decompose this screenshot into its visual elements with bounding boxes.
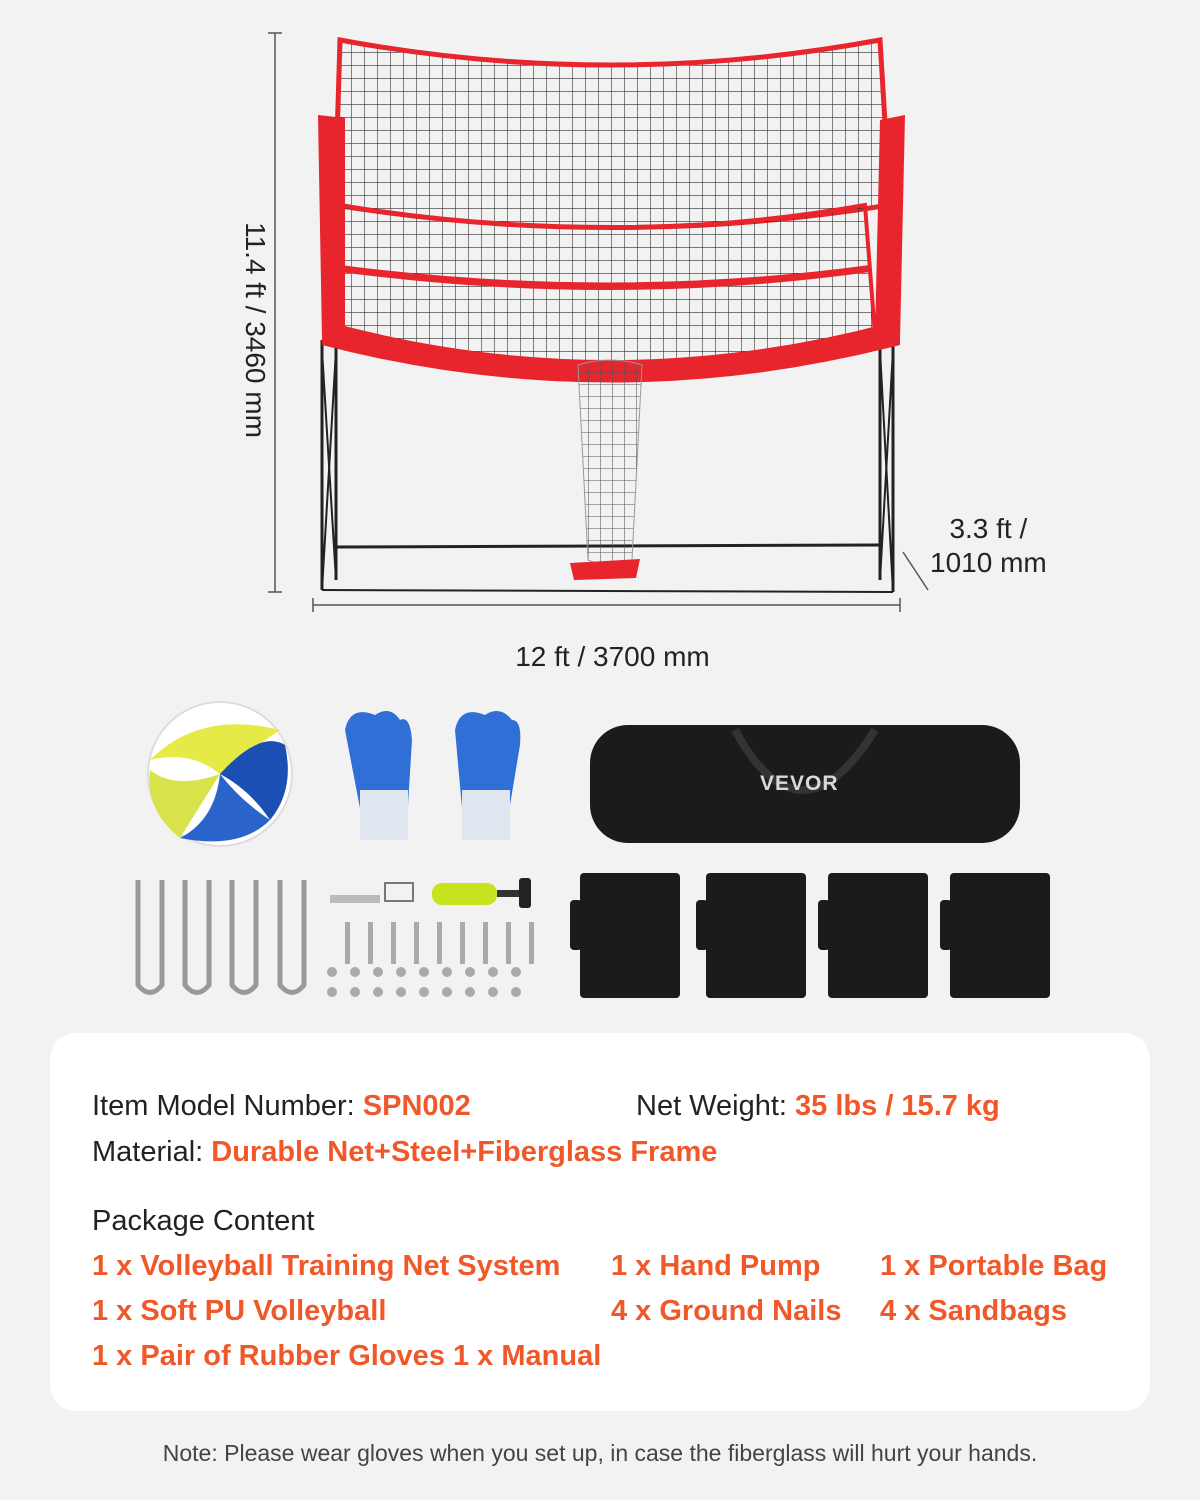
net-weight-value: 35 lbs / 15.7 kg (795, 1090, 1000, 1122)
net-illustration (0, 0, 1200, 700)
bag-logo: VEVOR (760, 772, 839, 795)
depth-label-line2: 1010 mm (930, 547, 1047, 578)
red-side-left (318, 115, 345, 340)
depth-label-line1: 3.3 ft / (949, 513, 1028, 544)
sandbags-image (570, 873, 1050, 998)
net-weight-row (636, 1090, 1000, 1123)
package-item: 1 x Portable Bag (880, 1250, 1108, 1282)
material-value: Durable Net+Steel+Fiberglass Frame (211, 1136, 718, 1168)
red-side-right (875, 115, 905, 340)
material-row (92, 1136, 717, 1169)
safety-note: Note: Please wear gloves when you set up, in case the fiberglass will hurt your hands. (162, 1440, 1038, 1466)
material-label: Material: (92, 1136, 204, 1168)
volleyball-image (148, 702, 292, 846)
accessories-illustration (0, 690, 1200, 1020)
package-item: 4 x Sandbags (880, 1295, 1067, 1327)
hand-pump-image (432, 878, 531, 908)
package-item: 1 x Hand Pump (611, 1250, 821, 1282)
package-item: 4 x Ground Nails (611, 1295, 842, 1327)
package-item: 1 x Volleyball Training Net System (92, 1250, 561, 1282)
ball-chute (578, 360, 642, 565)
upper-net (335, 40, 890, 228)
package-item: 1 x Soft PU Volleyball (92, 1295, 387, 1327)
width-dimension: 12 ft / 3700 mm (515, 641, 710, 672)
screws-image (327, 883, 534, 997)
rubber-gloves-image (345, 711, 520, 840)
package-title: Package Content (92, 1205, 315, 1237)
model-number-value: SPN002 (362, 1090, 471, 1122)
chute-base (570, 559, 640, 580)
height-label: 11.4 ft / 3460 mm (240, 222, 271, 438)
ground-nails-image (138, 880, 304, 993)
package-item: 1 x Pair of Rubber Gloves 1 x Manual (92, 1340, 602, 1372)
model-number-label: Item Model Number: (92, 1090, 355, 1122)
model-number-row (92, 1090, 471, 1123)
depth-dimension (930, 512, 1047, 580)
net-weight-label: Net Weight: (636, 1090, 787, 1122)
